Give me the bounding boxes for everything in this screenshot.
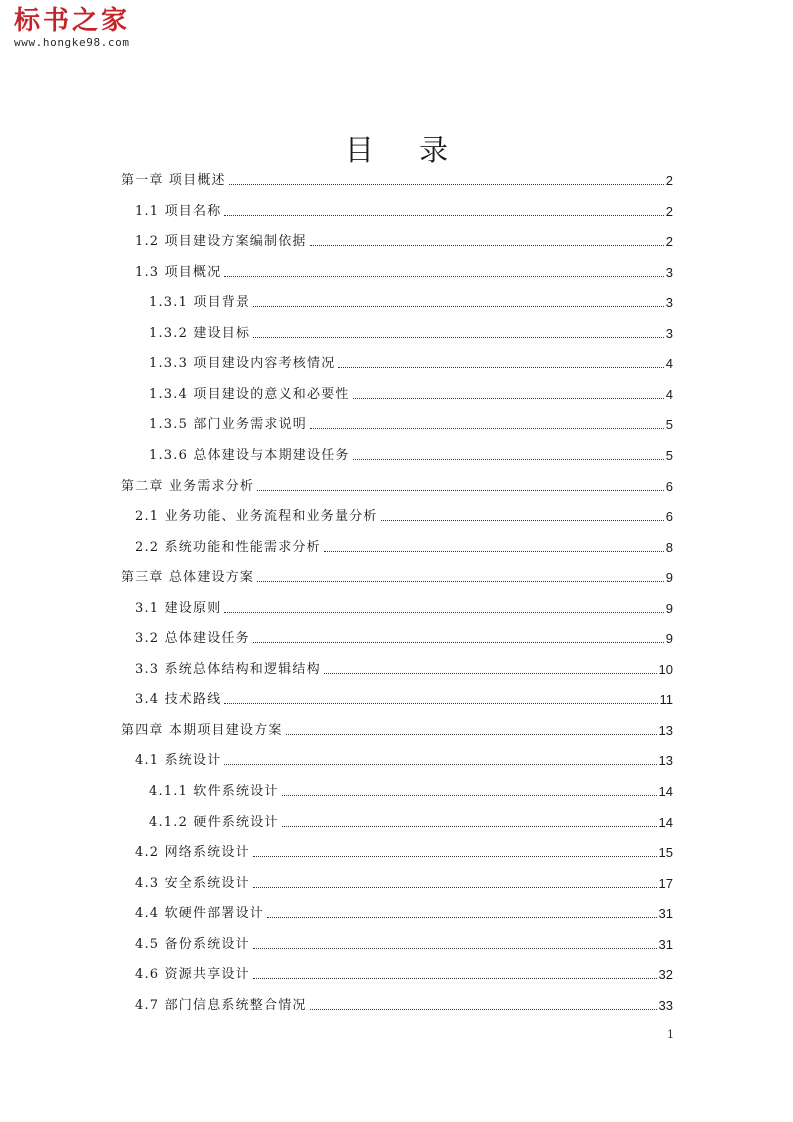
- toc-entry-label: 1.3.6 总体建设与本期建设任务: [149, 448, 350, 463]
- toc-entry[interactable]: [135, 931, 673, 953]
- toc-dot-leader: [253, 978, 657, 979]
- toc-entry-page: 31: [658, 937, 673, 952]
- toc-entry-page: 31: [658, 906, 673, 921]
- toc-dot-leader: [253, 948, 657, 949]
- toc-entry-label: 3.4 技术路线: [135, 692, 222, 707]
- toc-entry-page: 5: [665, 448, 673, 463]
- toc-dot-leader: [310, 245, 664, 246]
- toc-entry-label: 1.3 项目概况: [135, 265, 222, 280]
- toc-entry-label: 1.2 项目建设方案编制依据: [135, 234, 307, 249]
- toc-dot-leader: [224, 276, 663, 277]
- logo-text: 标书之家: [14, 6, 131, 36]
- toc-entry-page: 13: [658, 753, 673, 768]
- toc-entry-label: 3.3 系统总体结构和逻辑结构: [135, 662, 321, 677]
- toc-entry-page: 9: [665, 631, 673, 646]
- toc-entry[interactable]: [149, 809, 673, 831]
- toc-entry-page: 15: [658, 845, 673, 860]
- toc-entry-label: 第一章 项目概述: [121, 173, 226, 188]
- toc-entry-page: 2: [665, 204, 673, 219]
- toc-entry-page: 3: [665, 326, 673, 341]
- toc-entry-label: 4.5 备份系统设计: [135, 937, 250, 952]
- toc-entry-page: 14: [658, 815, 673, 830]
- toc-entry-page: 3: [665, 295, 673, 310]
- toc-entry[interactable]: [135, 686, 673, 708]
- toc-entry-label: 4.3 安全系统设计: [135, 876, 250, 891]
- toc-dot-leader: [257, 490, 664, 491]
- toc-entry-label: 第二章 业务需求分析: [121, 479, 255, 494]
- toc-dot-leader: [253, 856, 657, 857]
- toc-entry[interactable]: [135, 656, 673, 678]
- toc-dot-leader: [381, 520, 664, 521]
- toc-dot-leader: [324, 673, 657, 674]
- toc-entry-label: 1.3.3 项目建设内容考核情况: [149, 356, 336, 371]
- toc-dot-leader: [229, 184, 664, 185]
- toc-entry-page: 14: [658, 784, 673, 799]
- toc-entry-label: 3.2 总体建设任务: [135, 631, 250, 646]
- toc-entry-page: 33: [658, 998, 673, 1013]
- toc-dot-leader: [353, 459, 664, 460]
- toc-dot-leader: [310, 428, 664, 429]
- toc-dot-leader: [282, 826, 657, 827]
- toc-entry[interactable]: [121, 717, 673, 739]
- toc-entry[interactable]: [121, 473, 673, 495]
- toc-entry[interactable]: [149, 411, 673, 433]
- site-logo[interactable]: [14, 4, 130, 49]
- toc-entry-label: 1.3.1 项目背景: [149, 295, 251, 310]
- toc-entry-label: 1.3.2 建设目标: [149, 326, 251, 341]
- toc-dot-leader: [224, 612, 663, 613]
- toc-entry[interactable]: [135, 839, 673, 861]
- toc-entry[interactable]: [135, 534, 673, 556]
- toc-dot-leader: [257, 581, 664, 582]
- toc-entry-label: 4.1 系统设计: [135, 753, 222, 768]
- toc-entry-label: 4.2 网络系统设计: [135, 845, 250, 860]
- toc-dot-leader: [253, 337, 664, 338]
- toc-entry[interactable]: [135, 198, 673, 220]
- toc-entry-label: 4.1.2 硬件系统设计: [149, 815, 279, 830]
- toc-entry[interactable]: [149, 350, 673, 372]
- page-number: 1: [667, 1028, 674, 1041]
- toc-entry-label: 第四章 本期项目建设方案: [121, 723, 283, 738]
- toc-entry-label: 3.1 建设原则: [135, 601, 222, 616]
- toc-entry-label: 1.1 项目名称: [135, 204, 222, 219]
- toc-dot-leader: [253, 306, 664, 307]
- toc-dot-leader: [253, 887, 657, 888]
- toc-entry-page: 13: [658, 723, 673, 738]
- toc-dot-leader: [224, 703, 657, 704]
- toc-entry-label: 1.3.4 项目建设的意义和必要性: [149, 387, 350, 402]
- toc-entry-page: 8: [665, 540, 673, 555]
- toc-entry[interactable]: [121, 564, 673, 586]
- toc-entry-page: 2: [665, 234, 673, 249]
- toc-dot-leader: [338, 367, 663, 368]
- toc-dot-leader: [324, 551, 664, 552]
- toc-entry[interactable]: [135, 870, 673, 892]
- toc-dot-leader: [267, 917, 657, 918]
- toc-entry[interactable]: [121, 167, 673, 189]
- toc-entry-page: 2: [665, 173, 673, 188]
- toc-entry[interactable]: [149, 289, 673, 311]
- toc-entry[interactable]: [135, 595, 673, 617]
- toc-entry-label: 4.6 资源共享设计: [135, 967, 250, 982]
- toc-entry-label: 2.1 业务功能、业务流程和业务量分析: [135, 509, 378, 524]
- toc-entry-page: 17: [658, 876, 673, 891]
- toc-entry-label: 4.4 软硬件部署设计: [135, 906, 265, 921]
- toc-entry-label: 4.7 部门信息系统整合情况: [135, 998, 307, 1013]
- toc-entry-page: 5: [665, 417, 673, 432]
- toc-dot-leader: [310, 1009, 657, 1010]
- toc-dot-leader: [286, 734, 657, 735]
- toc-entry[interactable]: [135, 625, 673, 647]
- toc-entry[interactable]: [135, 961, 673, 983]
- toc-dot-leader: [224, 764, 656, 765]
- toc-entry[interactable]: [135, 259, 673, 281]
- toc-dot-leader: [282, 795, 657, 796]
- toc-entry-page: 4: [665, 387, 673, 402]
- toc-entry[interactable]: [135, 503, 673, 525]
- page-title: 目 录: [344, 133, 467, 167]
- toc-dot-leader: [224, 215, 663, 216]
- logo-url[interactable]: www.hongke98.com: [14, 36, 130, 49]
- toc-dot-leader: [353, 398, 664, 399]
- toc-entry-page: 32: [658, 967, 673, 982]
- toc-entry-page: 6: [665, 509, 673, 524]
- toc-entry-page: 9: [665, 601, 673, 616]
- toc-entry[interactable]: [149, 381, 673, 403]
- toc-entry-page: 9: [665, 570, 673, 585]
- toc-entry-page: 11: [659, 692, 673, 707]
- toc-entry[interactable]: [149, 442, 673, 464]
- toc-entry-label: 4.1.1 软件系统设计: [149, 784, 279, 799]
- toc-entry-label: 1.3.5 部门业务需求说明: [149, 417, 308, 432]
- toc-entry[interactable]: [135, 228, 673, 250]
- toc-entry[interactable]: [149, 320, 673, 342]
- toc-entry-page: 3: [665, 265, 673, 280]
- toc-entry-page: 4: [665, 356, 673, 371]
- toc-entry[interactable]: [149, 778, 673, 800]
- toc-entry[interactable]: [135, 992, 673, 1014]
- toc-dot-leader: [253, 642, 664, 643]
- toc-entry[interactable]: [135, 747, 673, 769]
- toc-entry-page: 10: [658, 662, 673, 677]
- toc-entry-label: 第三章 总体建设方案: [121, 570, 255, 585]
- toc-entry-page: 6: [665, 479, 673, 494]
- toc-entry-label: 2.2 系统功能和性能需求分析: [135, 540, 321, 555]
- toc-entry[interactable]: [135, 900, 673, 922]
